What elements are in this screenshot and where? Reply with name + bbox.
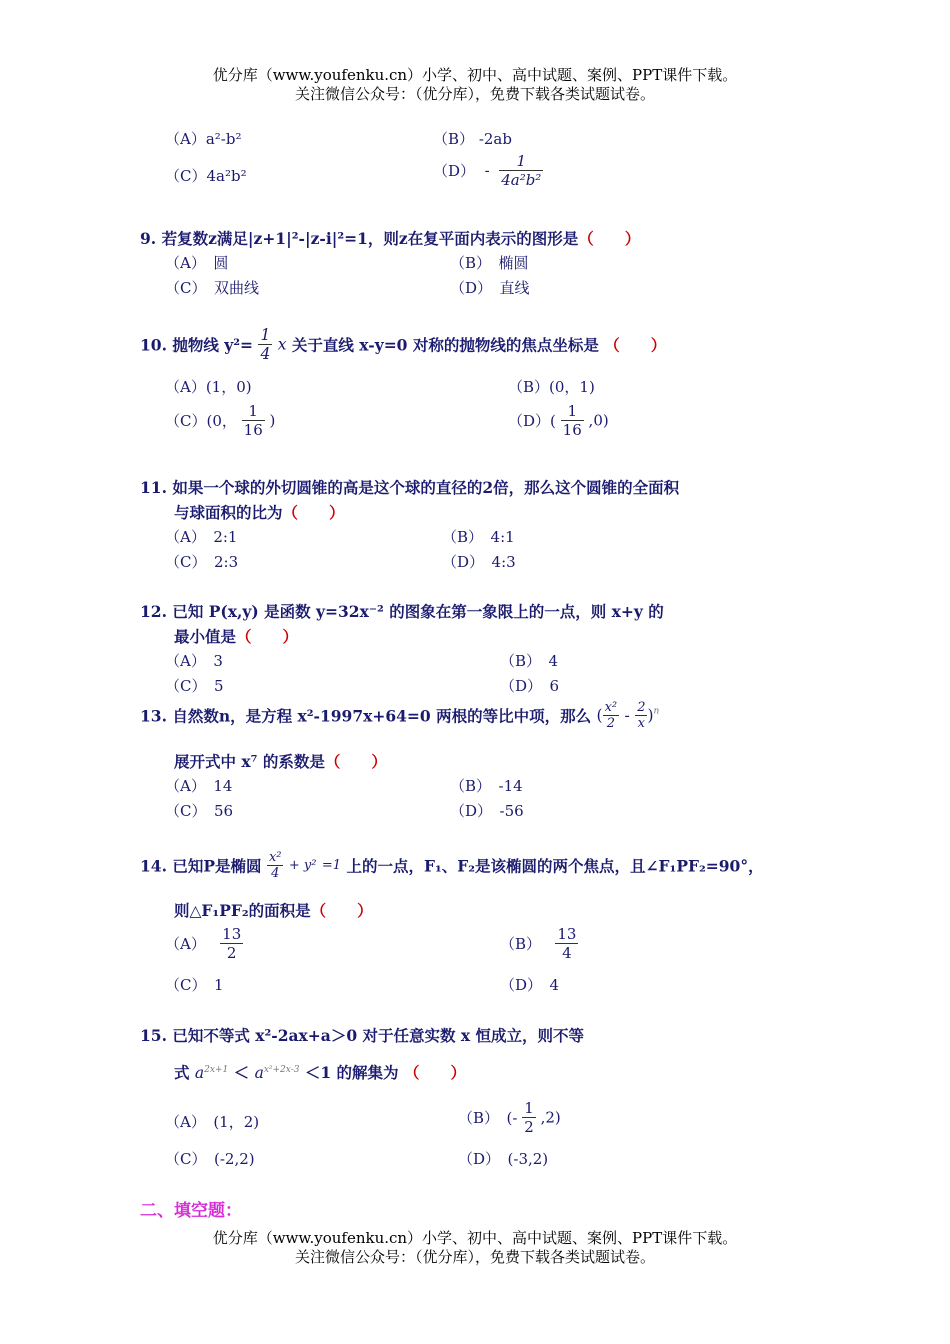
q14-option-b: （B） $\frac{13}{4}$ — [500, 925, 577, 962]
question-11-line-1: 11. 如果一个球的外切圆锥的高是这个球的直径的2倍，那么这个圆锥的全面积 — [140, 478, 680, 497]
q14-option-d: （D） 4 — [500, 976, 560, 994]
q8-option-b: （B） -2ab — [433, 130, 512, 148]
q12-option-c: （C） 5 — [165, 677, 224, 695]
section-heading-fill-in-blank: 二、填空题： — [140, 1201, 242, 1221]
fraction: $\frac{1}{16}$ — [243, 402, 263, 439]
q10-option-b: （B）(0，1) — [508, 378, 595, 396]
header-line-2: 关注微信公众号：（优分库），免费下载各类试题试卷。 — [294, 85, 655, 103]
q13-option-d: （D） -56 — [450, 802, 524, 820]
q15-option-a: （A） (1，2) — [165, 1113, 260, 1131]
question-15-line-2: 式 $a^{2x+1} < a^{x^2+2x-3} <1$ 的解集为 （ ） — [174, 1063, 466, 1082]
question-10: 10. 抛物线 y²= $\frac{1}{4}$ x 关于直线 x-y=0 对称的抛物线的焦点坐标是 （ ） — [140, 326, 667, 363]
fraction: $\frac{2}{x}$ — [637, 700, 646, 731]
q11-option-a: （A） 2:1 — [165, 528, 238, 546]
q12-option-b: （B） 4 — [500, 652, 559, 670]
q10-option-d: （D）( $\frac{1}{16}$ ,0) — [508, 402, 609, 439]
question-11-line-2: 与球面积的比为（ ） — [174, 503, 345, 522]
question-13-line-1: 13. 自然数n，是方程 x²-1997x+64=0 两根的等比中项，那么 ( $\frac{\text{x²}}{2}$ - $\frac{2}{x}$ )$^n$ — [140, 700, 660, 731]
fraction: $\frac{13}{2}$ — [222, 925, 242, 962]
q8-option-a: （A）a²-b² — [165, 130, 242, 148]
q9-option-b: （B） 椭圆 — [450, 254, 529, 272]
q8-option-d: （D） - $\frac{1}{\text{4a²b²}}$ — [433, 152, 542, 189]
fraction: $\frac{1}{16}$ — [562, 402, 582, 439]
fraction: $\frac{1}{4}$ — [260, 326, 271, 363]
q8-option-c: （C）4a²b² — [165, 167, 247, 185]
header-line-1: 优分库（www.youfenku.cn）小学、初中、高中试题、案例、PPT课件下载。 — [212, 66, 738, 84]
q13-option-b: （B） -14 — [450, 777, 523, 795]
q9-option-a: （A） 圆 — [165, 254, 229, 272]
question-12-line-2: 最小值是（ ） — [174, 627, 299, 646]
question-14-line-2: 则△F₁PF₂的面积是（ ） — [174, 901, 373, 920]
q11-option-b: （B） 4:1 — [442, 528, 515, 546]
q11-option-c: （C） 2:3 — [165, 553, 239, 571]
question-13-line-2: 展开式中 x⁷ 的系数是（ ） — [174, 752, 387, 771]
question-14-line-1: 14. 已知P是椭圆 $\frac{\text{x²}}{4}$ + y² =1 上的一点，F₁、F₂是该椭圆的两个焦点，且∠F₁PF₂=90°， — [140, 850, 764, 881]
q15-option-d: （D） (-3,2) — [458, 1150, 549, 1168]
question-9: 9. 若复数z满足|z+1|²-|z-i|²=1，则z在复平面内表示的图形是（ ） — [140, 229, 641, 248]
q10-option-a: （A）(1，0) — [165, 378, 252, 396]
q11-option-d: （D） 4:3 — [442, 553, 516, 571]
q9-option-c: （C） 双曲线 — [165, 279, 259, 297]
q9-option-d: （D） 直线 — [450, 279, 530, 297]
fraction: $\frac{1}{\text{4a²b²}}$ — [501, 152, 542, 189]
q15-option-b: （B） (- $\frac{1}{2}$ ,2) — [458, 1099, 561, 1136]
q13-option-c: （C） 56 — [165, 802, 234, 820]
fraction: $\frac{\text{x²}}{2}$ — [604, 700, 618, 731]
q15-option-c: （C） (-2,2) — [165, 1150, 255, 1168]
fraction: $\frac{13}{4}$ — [557, 925, 577, 962]
q14-option-c: （C） 1 — [165, 976, 224, 994]
q12-option-a: （A） 3 — [165, 652, 223, 670]
q12-option-d: （D） 6 — [500, 677, 560, 695]
fraction: $\frac{\text{x²}}{4}$ — [268, 850, 282, 881]
footer-line-2: 关注微信公众号：（优分库），免费下载各类试题试卷。 — [294, 1248, 655, 1266]
q13-option-a: （A） 14 — [165, 777, 233, 795]
q14-option-a: （A） $\frac{13}{2}$ — [165, 925, 242, 962]
question-12-line-1: 12. 已知 P(x,y) 是函数 y=32x⁻² 的图象在第一象限上的一点，则 x+y 的 — [140, 602, 664, 621]
fraction: $\frac{1}{2}$ — [524, 1099, 534, 1136]
question-15-line-1: 15. 已知不等式 x²-2ax+a＞0 对于任意实数 x 恒成立，则不等 — [140, 1026, 585, 1045]
footer-line-1: 优分库（www.youfenku.cn）小学、初中、高中试题、案例、PPT课件下载。 — [212, 1229, 738, 1247]
q10-option-c: （C）(0， $\frac{1}{16}$ ) — [165, 402, 276, 439]
